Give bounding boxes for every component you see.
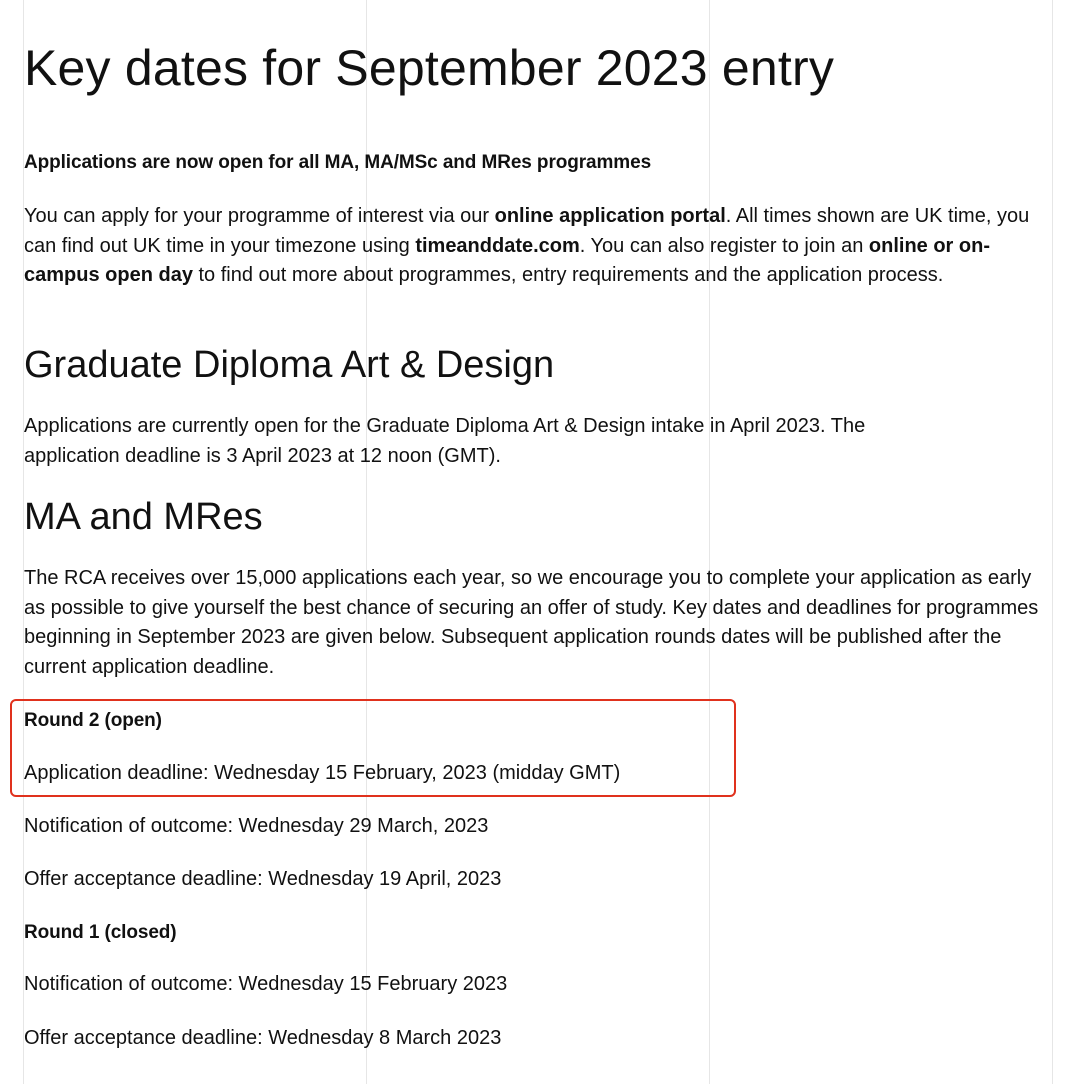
graduate-diploma-text: Applications are currently open for the Graduate Diploma Art & Design intake in April 2023. The application deadline is 3 April 2023 at 12 noon (GMT). — [24, 415, 866, 467]
layout-gridline — [1052, 0, 1053, 1084]
intro-text: . All times shown are UK time, you can find out UK time in your timezone using — [24, 205, 1030, 257]
intro-text: You can apply for your programme of interest via our — [24, 205, 495, 227]
open-day-link[interactable]: online or on-campus open day — [24, 234, 990, 286]
round-2-highlight-box — [10, 699, 736, 797]
timeanddate-link[interactable]: timeanddate.com — [415, 234, 580, 257]
intro-paragraph — [24, 202, 1034, 291]
layout-gridline — [709, 0, 710, 1084]
ma-mres-text: The RCA receives over 15,000 applications each year, so we encourage you to complete your application as early as possible to give yourself the best chance of securing an offer of study. Key dates and deadlines for programmes beginning in September 2023 are given below. Subsequent application rounds dates will be published after the current application deadline. — [24, 567, 1039, 678]
round-2-notification: Notification of outcome: Wednesday 29 March, 2023 — [24, 815, 489, 837]
round-2-title: Round 2 (open) — [24, 710, 162, 731]
ma-mres-heading: MA and MRes — [24, 496, 263, 538]
round-1-offer-deadline: Offer acceptance deadline: Wednesday 8 March 2023 — [24, 1027, 502, 1049]
applications-open-notice: Applications are now open for all MA, MA/MSc and MRes programmes — [24, 152, 652, 173]
round-1-notification: Notification of outcome: Wednesday 15 February 2023 — [24, 973, 508, 995]
round-1-title: Round 1 (closed) — [24, 922, 177, 943]
page-title: Key dates for September 2023 entry — [24, 40, 835, 96]
intro-text: to find out more about programmes, entry requirements and the application process. — [192, 264, 944, 286]
round-2-application-deadline: Application deadline: Wednesday 15 February, 2023 (midday GMT) — [24, 762, 621, 784]
graduate-diploma-heading: Graduate Diploma Art & Design — [24, 344, 555, 386]
round-2-offer-deadline: Offer acceptance deadline: Wednesday 19 April, 2023 — [24, 868, 502, 890]
intro-text: . You can also register to join an — [579, 234, 869, 257]
online-application-portal-link[interactable]: online application portal — [494, 205, 726, 227]
